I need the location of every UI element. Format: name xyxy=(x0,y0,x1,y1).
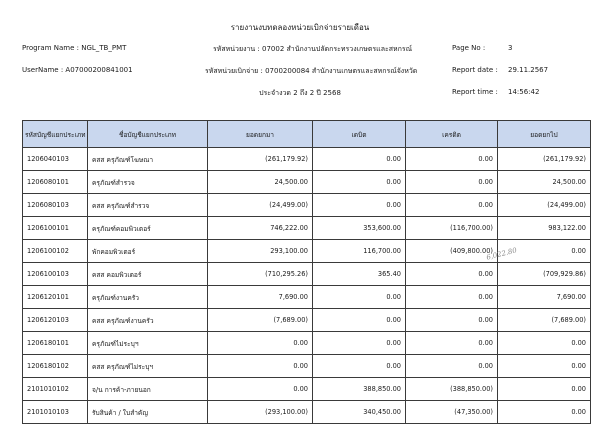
closing-balance-cell: 0.00 xyxy=(498,332,591,355)
opening-balance-cell: 24,500.00 xyxy=(208,171,313,194)
report-date-value: 29.11.2567 xyxy=(508,66,549,74)
credit-cell: 0.00 xyxy=(406,171,498,194)
report-title: รายงานงบทดลองหน่วยเบิกจ่ายรายเดือน xyxy=(230,23,370,32)
col-account-code-header: รหัสบัญชีแยกประเภท xyxy=(23,121,88,148)
report-time-value: 14:56:42 xyxy=(508,88,540,96)
closing-balance-cell: 0.00 xyxy=(498,240,591,263)
debit-cell: 0.00 xyxy=(313,194,406,217)
program-name: Program Name : NGL_TB_PMT xyxy=(22,44,127,52)
account-code-cell: 1206120103 xyxy=(23,309,88,332)
table-row xyxy=(23,401,591,424)
opening-balance-cell: 746,222.00 xyxy=(208,217,313,240)
opening-balance-cell: 0.00 xyxy=(208,378,313,401)
table-row xyxy=(23,263,591,286)
trial-balance-table xyxy=(22,120,591,424)
opening-balance-cell: (24,499.00) xyxy=(208,194,313,217)
closing-balance-cell: 983,122.00 xyxy=(498,217,591,240)
account-name-cell: ครุภัณฑ์งานครัว xyxy=(88,286,208,309)
account-name-cell: คสส ครุภัณฑ์ไม่ระบุฯ xyxy=(88,355,208,378)
debit-cell: 0.00 xyxy=(313,355,406,378)
table-row xyxy=(23,309,591,332)
credit-cell: 0.00 xyxy=(406,309,498,332)
debit-cell: 365.40 xyxy=(313,263,406,286)
credit-cell: (409,800.00) xyxy=(406,240,498,263)
debit-cell: 353,600.00 xyxy=(313,217,406,240)
credit-cell: 0.00 xyxy=(406,286,498,309)
opening-balance-cell: (261,179.92) xyxy=(208,148,313,171)
col-opening-balance-header: ยอดยกมา xyxy=(208,121,313,148)
table-row xyxy=(23,286,591,309)
closing-balance-cell: (261,179.92) xyxy=(498,148,591,171)
credit-cell: 0.00 xyxy=(406,332,498,355)
credit-cell: 0.00 xyxy=(406,355,498,378)
col-debit-header: เดบิต xyxy=(313,121,406,148)
handwritten-note: 6,022.80 xyxy=(485,246,518,262)
account-name-cell: คสส ครุภัณฑ์โฆษณา xyxy=(88,148,208,171)
table-row xyxy=(23,171,591,194)
closing-balance-cell: 7,690.00 xyxy=(498,286,591,309)
col-account-name-header: ชื่อบัญชีแยกประเภท xyxy=(88,121,208,148)
credit-cell: (388,850.00) xyxy=(406,378,498,401)
account-name-cell: ครุภัณฑ์ไม่ระบุฯ xyxy=(88,332,208,355)
account-name-cell: คสส ครุภัณฑ์สำรวจ xyxy=(88,194,208,217)
account-code-cell: 1206100101 xyxy=(23,217,88,240)
credit-cell: (47,350.00) xyxy=(406,401,498,424)
closing-balance-cell: (709,929.86) xyxy=(498,263,591,286)
col-credit-header: เครดิต xyxy=(406,121,498,148)
debit-cell: 388,850.00 xyxy=(313,378,406,401)
table-row xyxy=(23,217,591,240)
closing-balance-cell: 0.00 xyxy=(498,378,591,401)
table-row xyxy=(23,194,591,217)
opening-balance-cell: 7,690.00 xyxy=(208,286,313,309)
table-header-row xyxy=(23,121,591,148)
debit-cell: 0.00 xyxy=(313,332,406,355)
account-name-cell: ครุภัณฑ์คอมพิวเตอร์ xyxy=(88,217,208,240)
account-name-cell: คสส ครุภัณฑ์งานครัว xyxy=(88,309,208,332)
account-code-cell: 1206080103 xyxy=(23,194,88,217)
account-code-cell: 2101010103 xyxy=(23,401,88,424)
account-name-cell: รับสินค้า / ใบสำคัญ xyxy=(88,401,208,424)
account-code-cell: 1206080101 xyxy=(23,171,88,194)
table-row xyxy=(23,378,591,401)
closing-balance-cell: (7,689.00) xyxy=(498,309,591,332)
account-code-cell: 1206120101 xyxy=(23,286,88,309)
agency-code-line: รหัสหน่วยงาน : 07002 สำนักงานปลัดกระทรวงเกษตรและสหกรณ์ xyxy=(213,45,413,53)
opening-balance-cell: (7,689.00) xyxy=(208,309,313,332)
closing-balance-cell: 24,500.00 xyxy=(498,171,591,194)
opening-balance-cell: (710,295.26) xyxy=(208,263,313,286)
closing-balance-cell: 0.00 xyxy=(498,355,591,378)
credit-cell: (116,700.00) xyxy=(406,217,498,240)
credit-cell: 0.00 xyxy=(406,263,498,286)
table-row xyxy=(23,332,591,355)
table-row xyxy=(23,355,591,378)
account-name-cell: คสส คอมพิวเตอร์ xyxy=(88,263,208,286)
debit-cell: 116,700.00 xyxy=(313,240,406,263)
report-date-label: Report date : xyxy=(452,66,498,74)
account-code-cell: 1206040103 xyxy=(23,148,88,171)
opening-balance-cell: 0.00 xyxy=(208,332,313,355)
page-no-label: Page No : xyxy=(452,44,486,52)
page-no-value: 3 xyxy=(508,44,513,52)
debit-cell: 0.00 xyxy=(313,148,406,171)
account-code-cell: 1206180102 xyxy=(23,355,88,378)
account-code-cell: 2101010102 xyxy=(23,378,88,401)
report-period: ประจำงวด 2 ถึง 2 ปี 2568 xyxy=(259,89,341,97)
disbursement-unit-line: รหัสหน่วยเบิกจ่าย : 0700200084 สำนักงานเกษตรและสหกรณ์จังหวัด xyxy=(205,67,418,75)
table-body xyxy=(23,148,591,424)
opening-balance-cell: 293,100.00 xyxy=(208,240,313,263)
credit-cell: 0.00 xyxy=(406,148,498,171)
debit-cell: 0.00 xyxy=(313,171,406,194)
account-code-cell: 1206180101 xyxy=(23,332,88,355)
debit-cell: 340,450.00 xyxy=(313,401,406,424)
report-time-label: Report time : xyxy=(452,88,498,96)
account-name-cell: ครุภัณฑ์สำรวจ xyxy=(88,171,208,194)
debit-cell: 0.00 xyxy=(313,309,406,332)
account-name-cell: พักคอมพิวเตอร์ xyxy=(88,240,208,263)
closing-balance-cell: (24,499.00) xyxy=(498,194,591,217)
opening-balance-cell: (293,100.00) xyxy=(208,401,313,424)
col-closing-balance-header: ยอดยกไป xyxy=(498,121,591,148)
account-code-cell: 1206100103 xyxy=(23,263,88,286)
user-name: UserName : A07000200841001 xyxy=(22,66,133,74)
closing-balance-cell: 0.00 xyxy=(498,401,591,424)
account-name-cell: จ/น การค้า-ภายนอก xyxy=(88,378,208,401)
table-row xyxy=(23,148,591,171)
debit-cell: 0.00 xyxy=(313,286,406,309)
credit-cell: 0.00 xyxy=(406,194,498,217)
opening-balance-cell: 0.00 xyxy=(208,355,313,378)
account-code-cell: 1206100102 xyxy=(23,240,88,263)
